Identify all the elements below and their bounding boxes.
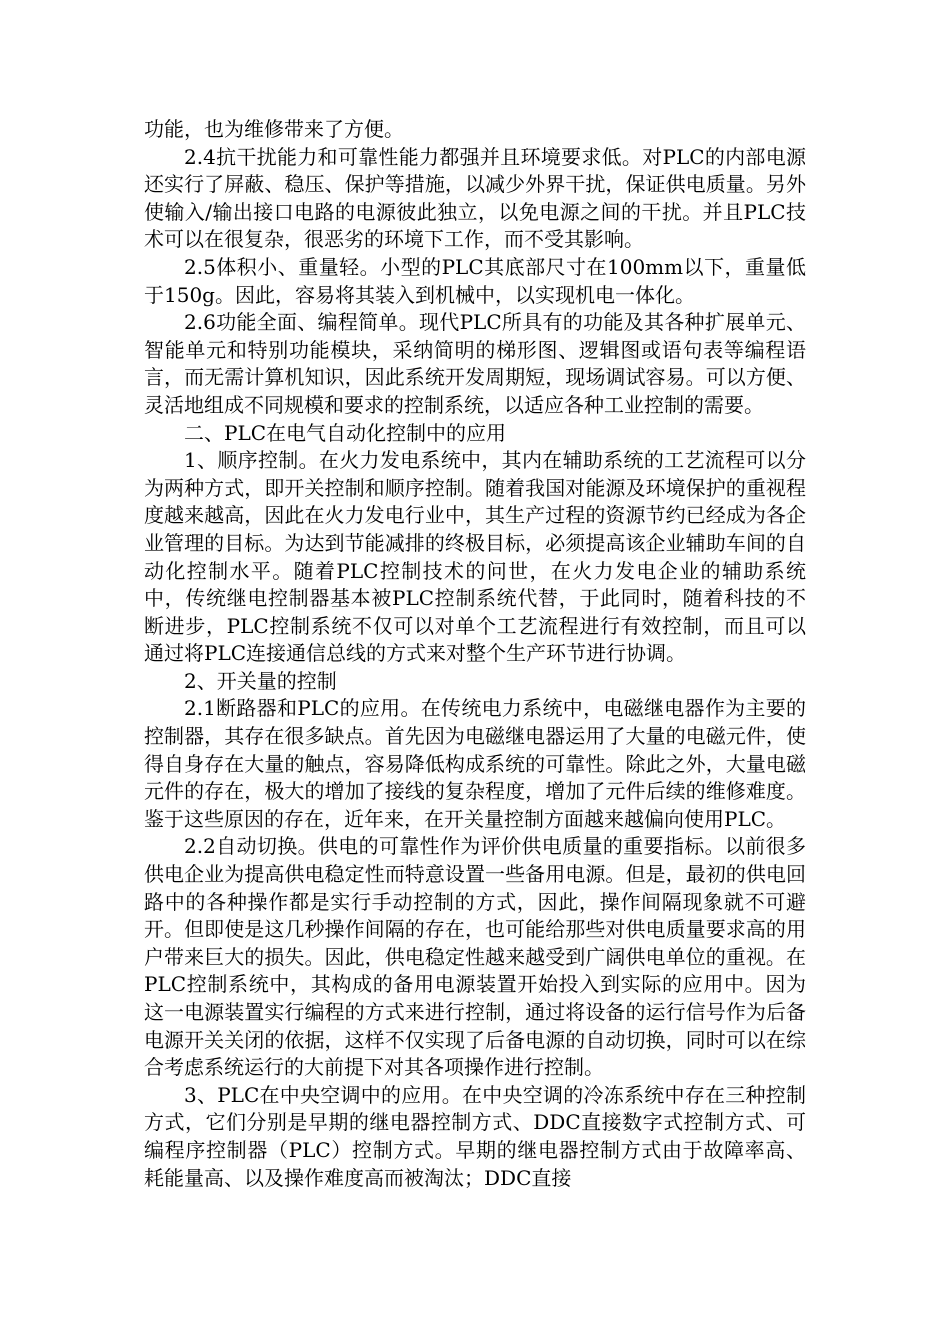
- paragraph-1-sequence-control: 1、顺序控制。在火力发电系统中，其内在辅助系统的工艺流程可以分为两种方式，即开关控制和顺序控制。随着我国对能源及环境保护的重视程度越来越高，因此在火力发电行业中，其生产过程的资源节约已经成为各企业管理的目标。为达到节能减排的终极目标，必须提高该企业辅助车间的自动化控制水平。随着PLC控制技术的问世，在火力发电企业的辅助系统中，传统继电控制器基本被PLC控制系统代替，于此同时，随着科技的不断进步，PLC控制系统不仅可以对单个工艺流程进行有效控制，而且可以通过将PLC连接通信总线的方式来对整个生产环节进行协调。: [144, 448, 806, 666]
- paragraph-2-2-auto-switch: 2.2自动切换。供电的可靠性作为评价供电质量的重要指标。以前很多供电企业为提高供电稳定性而特意设置一些备用电源。但是，最初的供电回路中的各种操作都是实行手动控制的方式，因此，操作间隔现象就不可避开。但即使是这几秒操作间隔的存在，也可能给那些对供电质量要求高的用户带来巨大的损失。因此，供电稳定性越来越受到广阔供电单位的重视。在PLC控制系统中，其构成的备用电源装置开始投入到实际的应用中。因为这一电源装置实行编程的方式来进行控制，通过将设备的运行信号作为后备电源开关关闭的依据，这样不仅实现了后备电源的自动切换，同时可以在综合考虑系统运行的大前提下对其各项操作进行控制。: [144, 834, 806, 1080]
- subheading-2-switch-control: 2、开关量的控制: [184, 668, 337, 693]
- paragraph-2-4-anti-interference: 2.4抗干扰能力和可靠性能力都强并且环境要求低。对PLC的内部电源还实行了屏蔽、稳压、保护等措施，以减少外界干扰，保证供电质量。另外使输入/输出接口电路的电源彼此独立，以免电源之间的干扰。并且PLC技术可以在很复杂，很恶劣的环境下工作，而不受其影响。: [144, 144, 806, 252]
- paragraph-2-6-functions-programming: 2.6功能全面、编程简单。现代PLC所具有的功能及其各种扩展单元、智能单元和特别功能模块，采纳简明的梯形图、逻辑图或语句表等编程语言，而无需计算机知识，因此系统开发周期短，现场调试容易。可以方便、灵活地组成不同规模和要求的控制系统，以适应各种工业控制的需要。: [144, 310, 806, 417]
- paragraph-2-1-circuit-breaker: 2.1断路器和PLC的应用。在传统电力系统中，电磁继电器作为主要的控制器，其存在很多缺点。首先因为电磁继电器运用了大量的电磁元件，使得自身存在大量的触点，容易降低构成系统的可靠性。除此之外，大量电磁元件的存在，极大的增加了接线的复杂程度，增加了元件后续的维修难度。鉴于这些原因的存在，近年来，在开关量控制方面越来越偏向使用PLC。: [144, 696, 806, 831]
- paragraph-intro-fragment: 功能，也为维修带来了方便。: [144, 117, 404, 141]
- document-page: [144, 116, 806, 1192]
- paragraph-2-5-size-weight: 2.5体积小、重量轻。小型的PLC其底部尺寸在100mm以下，重量低于150g。因此，容易将其装入到机械中，以实现机电一体化。: [144, 254, 806, 307]
- paragraph-3-central-air-conditioning: 3、PLC在中央空调中的应用。在中央空调的冷冻系统中存在三种控制方式，它们分别是早期的继电器控制方式、DDC直接数字式控制方式、可编程序控制器（PLC）控制方式。早期的继电器控制方式由于故障率高、耗能量高、以及操作难度高而被淘汰；DDC直接: [144, 1082, 806, 1190]
- section-heading-plc-application: 二、PLC在电气自动化控制中的应用: [184, 420, 507, 445]
